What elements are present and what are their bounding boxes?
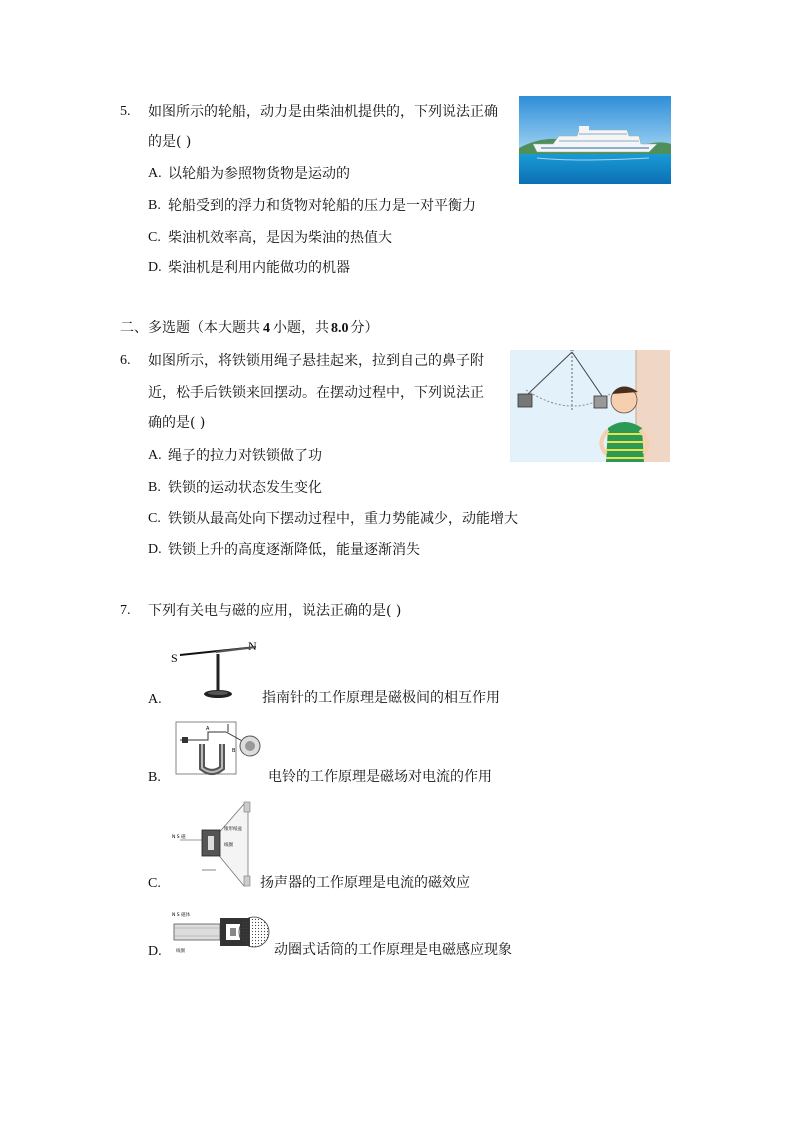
q6-stem-line3: 确的是( ) [148,415,206,431]
electric-bell-image [168,718,264,780]
q7-number: 7. [120,603,131,618]
q5-option-d-text: 柴油机是利用内能做功的机器 [168,260,350,276]
q6-option-a-text: 绳子的拉力对铁锁做了功 [168,448,322,464]
q7-option-a-text: 指南针的工作原理是磁极间的相互作用 [262,690,500,706]
compass-n-label: N [248,639,257,653]
pendulum-lock-image [510,350,670,462]
q7-option-c-text: 扬声器的工作原理是电流的磁效应 [260,875,470,891]
q5-option-c-text: 柴油机效率高，是因为柴油的热值大 [168,230,392,246]
q7-option-d-text: 动圈式话筒的工作原理是电磁感应现象 [274,942,512,958]
q5-option-d-letter: D. [148,260,162,275]
section2-count: 4 [263,321,270,336]
svg-text:N S 磁: N S 磁 [172,835,186,840]
svg-text:线圈: 线圈 [176,949,185,954]
q5-option-a-text: 以轮船为参照物货物是运动的 [168,166,350,182]
q7-option-d-letter: D. [148,944,162,959]
q6-option-d-text: 铁锁上升的高度逐渐降低，能量逐渐消失 [168,542,420,558]
q6-option-b-text: 铁锁的运动状态发生变化 [168,480,322,496]
compass-needle-image [168,636,264,702]
loudspeaker-image [172,800,262,892]
section2-heading-post: 分） [350,320,379,336]
q5-stem-line2: 的是( ) [148,134,192,150]
q7-option-b-letter: B. [148,770,161,785]
q6-stem-line1: 如图所示，将铁锁用绳子悬挂起来，拉到自己的鼻子附 [148,353,484,369]
q7-option-c-letter: C. [148,876,161,891]
q7-stem: 下列有关电与磁的应用，说法正确的是( ) [148,603,402,619]
svg-text:锥形纸盆: 锥形纸盆 [224,827,242,832]
q6-option-b-letter: B. [148,480,161,495]
svg-text:A: A [206,726,210,732]
q6-option-c-text: 铁锁从最高处向下摆动过程中，重力势能减少，动能增大 [168,511,518,527]
q5-option-a-letter: A. [148,166,162,181]
section2-heading-mid: 小题，共 [273,320,329,336]
q5-stem-line1: 如图所示的轮船，动力是由柴油机提供的，下列说法正确 [148,104,498,120]
q6-number: 6. [120,353,131,368]
q5-option-b-letter: B. [148,198,161,213]
q7-option-a-letter: A. [148,692,162,707]
svg-text:N S 磁体: N S 磁体 [172,913,191,918]
q6-option-d-letter: D. [148,542,162,557]
section2-heading-pre: 二、多选题（本大题共 [120,320,260,336]
q6-option-a-letter: A. [148,448,162,463]
section2-heading [120,318,379,339]
cruise-ship-image [519,96,671,184]
svg-text:B: B [232,748,236,754]
section2-score: 8.0 [331,321,349,336]
svg-text:线圈: 线圈 [224,843,233,848]
q7-option-b-text: 电铃的工作原理是磁场对电流的作用 [268,769,492,785]
q5-option-c-letter: C. [148,230,161,245]
q5-number: 5. [120,104,131,119]
dynamic-microphone-image [170,906,270,958]
q6-stem-line2: 近，松手后铁锁来回摆动。在摆动过程中，下列说法正 [148,385,484,401]
q5-option-b-text: 轮船受到的浮力和货物对轮船的压力是一对平衡力 [168,198,476,214]
q6-option-c-letter: C. [148,511,161,526]
compass-s-label: S [171,651,178,665]
